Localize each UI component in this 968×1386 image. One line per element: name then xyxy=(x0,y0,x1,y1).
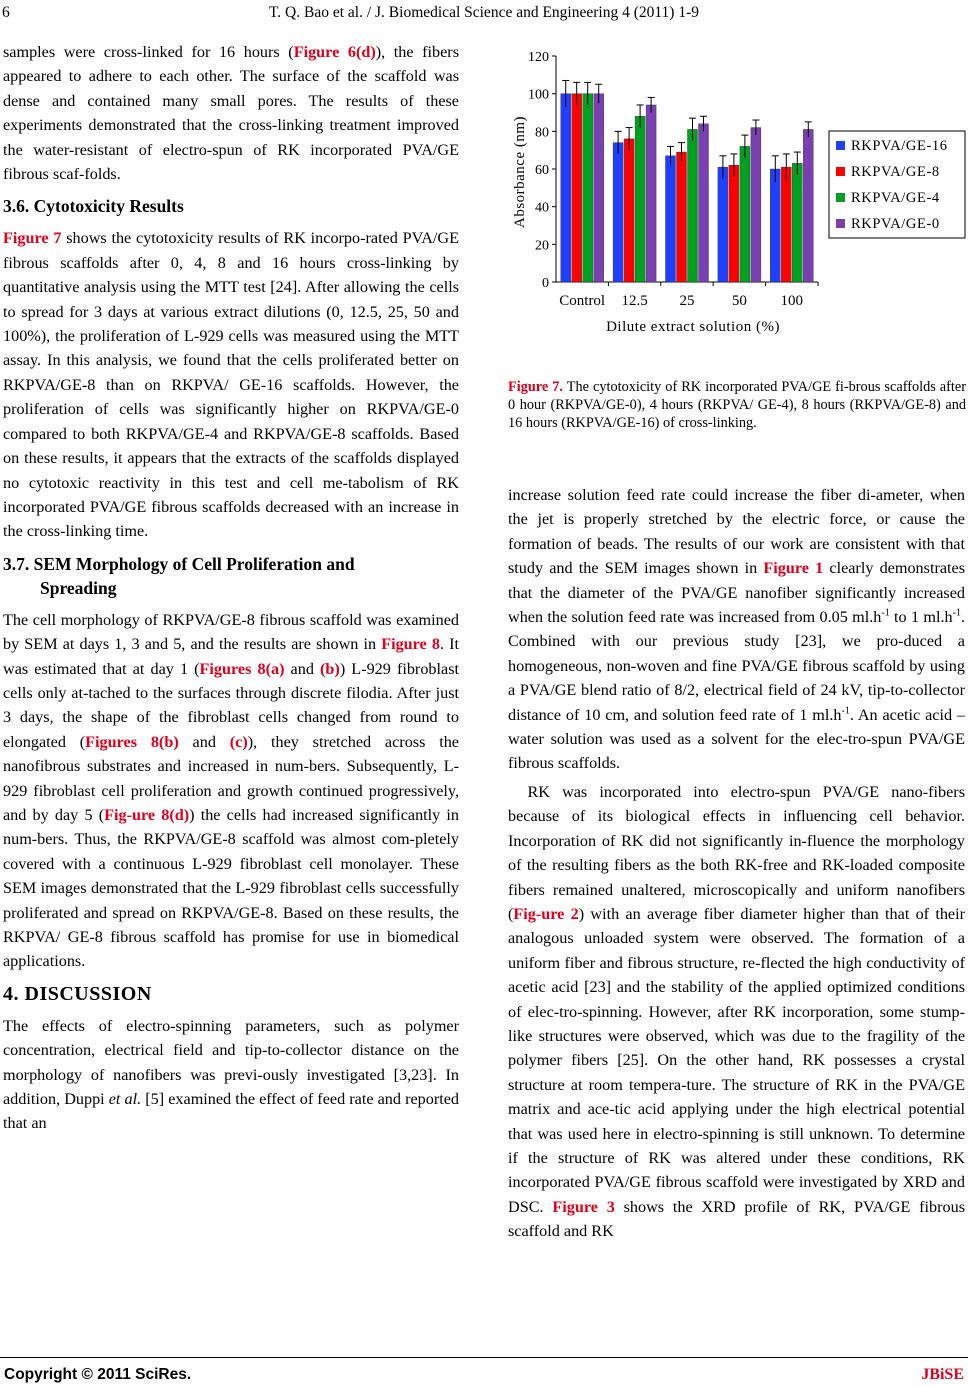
text: clearly demonstrates that the diameter of the PVA/GE nanofiber significantly increased when the solution feed rate was increased from 0.05 ml.h xyxy=(508,559,965,627)
text: The cell morphology of RKPVA/GE-8 fibrous scaffold was examined by SEM at days 1, 3 and 5, and the results are shown in xyxy=(3,610,459,654)
y-tick-label: 40 xyxy=(535,200,549,216)
text: shows the XRD profile of RK, PVA/GE fibrous scaffold and RK xyxy=(508,1197,965,1241)
bar-rkpva-ge-16-4 xyxy=(770,169,780,282)
legend-label: RKPVA/GE-8 xyxy=(851,164,940,180)
y-axis xyxy=(512,50,556,291)
figure-link[interactable]: Fig-ure 2 xyxy=(513,904,579,923)
y-tick-label: 0 xyxy=(542,276,549,291)
y-tick-label: 120 xyxy=(528,50,549,65)
heading-line: 3.7. SEM Morphology of Cell Proliferation and xyxy=(3,553,355,574)
page-footer xyxy=(0,1357,968,1384)
paragraph-cytotoxicity xyxy=(3,226,459,543)
paragraph-sem-morphology xyxy=(3,608,459,974)
figure-link[interactable]: (b) xyxy=(320,659,340,678)
figure-7-caption xyxy=(508,378,966,432)
section-heading-4: 4. DISCUSSION xyxy=(3,982,152,1005)
text: to 1 ml.h xyxy=(889,608,953,627)
y-tick-label: 80 xyxy=(535,125,549,141)
bar-rkpva-ge-8-3 xyxy=(729,165,739,282)
figure-link[interactable]: Figure 1 xyxy=(763,559,824,578)
figure-link[interactable]: Figure 7 xyxy=(3,229,62,248)
section-heading-3-7 xyxy=(3,552,459,600)
figure-link[interactable]: Figure 6(d) xyxy=(293,43,376,61)
paragraph-discussion xyxy=(3,1014,459,1136)
bar-rkpva-ge-8-2 xyxy=(677,152,687,282)
x-tick-label: 25 xyxy=(679,293,695,309)
legend xyxy=(829,131,965,238)
section-heading-3-6: 3.6. Cytotoxicity Results xyxy=(3,196,184,217)
x-tick-label: 12.5 xyxy=(621,293,648,309)
text: ) L-929 fibroblast cells only at-tached to the surfaces through discrete filodia. After just 3 days, the shape of the fibroblast cells changed from round to elongated ( xyxy=(3,659,459,751)
x-axis xyxy=(556,282,818,335)
copyright-notice: Copyright © 2011 SciRes. xyxy=(4,1366,192,1383)
text: and xyxy=(178,732,230,751)
y-tick-label: 100 xyxy=(528,87,549,103)
text: . An acetic acid –water solution was used as a solvent for the elec-tro-spun PVA/GE fibrous scaffolds. xyxy=(508,705,965,773)
text: shows the cytotoxicity results of RK incorpo-rated PVA/GE fibrous scaffolds after 0, 4, 8 and 16 hours cross-linking by quantitative analysis using the MTT test [24]. After allowing the cells to spread for 3 days at various extract dilutions (0, 12.5, 25, 50 and 100%), the proliferation of L-929 cells was measured using the MTT assay. In this analysis, we found that the cells proliferated better on RKPVA/GE-8 than on RKPVA/ GE-16 scaffolds. However, the proliferation of cells was significantly higher on RKPVA/GE-0 compared to both RKPVA/GE-4 and RKPVA/GE-8 scaffolds. Based on these results, it appears that the extracts of the scaffolds displayed no cytotoxic reactivity in this test and cell me-tabolism of RK incorporated PVA/GE fibrous scaffolds decreased with an increase in the cross-linking time. xyxy=(3,229,460,541)
text: ) the cells had increased significantly in num-bers. Thus, the RKPVA/GE-8 scaffold was almost com-pletely covered with a continuous L-929 fibroblast cell monolayer. These SEM images demonstrated that the L-929 fibroblast cells successfully proliferated and spread on RKPVA/GE-8. Based on these results, the RKPVA/ GE-8 fibrous scaffold has promise for use in biomedical applications. xyxy=(3,805,460,971)
y-tick-label: 20 xyxy=(535,238,549,254)
legend-swatch xyxy=(836,167,845,176)
running-title: T. Q. Bao et al. / J. Biomedical Science and Engineering 4 (2011) 1-9 xyxy=(268,4,699,21)
figure-link[interactable]: Fig-ure 8(d) xyxy=(104,805,190,824)
paragraph-scaffold-results xyxy=(3,40,459,186)
bar-rkpva-ge-8-4 xyxy=(781,167,791,282)
legend-swatch xyxy=(836,193,845,202)
text: and xyxy=(284,659,321,678)
text: . It was estimated that at day 1 ( xyxy=(3,635,460,678)
bar-rkpva-ge-0-4 xyxy=(803,129,813,282)
heading-line: Spreading xyxy=(40,577,117,598)
page-header xyxy=(0,4,968,26)
x-axis-label: Dilute extract solution (%) xyxy=(606,319,780,335)
x-tick-label: 100 xyxy=(780,293,804,309)
figure-link[interactable]: Figure 8 xyxy=(381,635,440,654)
bar-rkpva-ge-4-2 xyxy=(688,129,698,282)
text: The effects of electro-spinning parameters, such as polymer concentration, electrical field and tip-to-collector distance on the morphology of nanofibers was previ-ously investigated [3,23]. In addition, Duppi xyxy=(3,1016,459,1109)
figure-link[interactable]: Figures 8(a) xyxy=(199,659,285,678)
y-tick-label: 60 xyxy=(535,163,549,178)
legend-swatch xyxy=(836,141,845,150)
paragraph-rk-incorporation xyxy=(508,780,965,1244)
right-column xyxy=(508,483,965,1244)
page-number: 6 xyxy=(2,4,10,21)
bar-rkpva-ge-0-3 xyxy=(751,128,761,282)
text: . Combined with our previous study [23], we pro-duced a homogeneous, non-woven and fine PVA/GE fibrous scaffold by using a PVA/GE blend ratio of 8/2, electrical field of 24 kV, tip-to-collector distance of 10 cm, and solution feed rate of 1 ml.h xyxy=(508,608,965,724)
caption-label: Figure 7. xyxy=(508,379,563,395)
text: ) with an average fiber diameter higher than that of their analogous unloaded system were observed. The formation of a uniform fiber and fibrous structure, re-flected the high conductivity of acetic acid [23] and the stability of the applied optimized conditions of elec-tro-spinning. However, after RK incorporation, some stump-like structures were observed, which was due to the fragility of the polymer fibers [25]. On the other hand, RK possesses a crystal structure at room tempera-ture. The structure of RK in the PVA/GE matrix and ace-tic acid applying under the high electrical potential that was used here in electro-spinning is still unknown. To determine if the structure of RK was altered under these conditions, RK incorporated PVA/GE fibrous scaffold were investigated by XRD and DSC. xyxy=(508,904,966,1216)
text: RK was incorporated into electro-spun PVA/GE nano-fibers because of its biological effects in influencing cell behavior. Incorporation of RK did not significantly in-fluence the morphology of the resulting fibers as the both RK-free and RK-loaded composite fibers remained unaltered, microscopically and uniform nanofibers ( xyxy=(508,782,965,923)
figure-7-chart xyxy=(508,44,966,340)
legend-label: RKPVA/GE-16 xyxy=(851,138,948,154)
bar-rkpva-ge-16-1 xyxy=(613,143,623,282)
bar-rkpva-ge-4-0 xyxy=(583,94,593,282)
bar-rkpva-ge-0-0 xyxy=(594,94,604,282)
caption-text: The cytotoxicity of RK incorporated PVA/GE fi-brous scaffolds after 0 hour (RKPVA/GE-0), 4 hours (RKPVA/ GE-4), 8 hours (RKPVA/GE-8) and 16 hours (RKPVA/GE-16) of cross-linking. xyxy=(508,379,966,431)
superscript: -1 xyxy=(841,705,850,717)
figure-link[interactable]: Figures 8(b) xyxy=(85,732,179,751)
legend-swatch xyxy=(836,219,845,228)
bar-rkpva-ge-8-1 xyxy=(624,139,634,282)
journal-abbreviation: JBiSE xyxy=(921,1366,964,1383)
y-axis-label: Absorbance (nm) xyxy=(512,115,528,229)
legend-label: RKPVA/GE-4 xyxy=(851,190,940,206)
text: ), they stretched across the nanofibrous substrates and increased in num-bers. Subsequently, L-929 fibroblast cell proliferation and growth continued progressively, and by day 5 ( xyxy=(3,732,459,824)
x-tick-label: 50 xyxy=(731,293,747,309)
bars xyxy=(561,80,814,282)
superscript: -1 xyxy=(952,607,961,619)
bar-rkpva-ge-4-4 xyxy=(792,163,802,282)
bar-rkpva-ge-4-1 xyxy=(635,116,645,282)
left-column xyxy=(3,40,459,1136)
superscript: -1 xyxy=(881,607,890,619)
bar-rkpva-ge-0-2 xyxy=(699,124,709,282)
bar-rkpva-ge-4-3 xyxy=(740,146,750,282)
text: [5] examined the effect of feed rate and reported that an xyxy=(3,1090,459,1133)
paragraph-feed-rate xyxy=(508,483,965,776)
text: samples were cross-linked for 16 hours ( xyxy=(3,43,294,61)
text: increase solution feed rate could increase the fiber di-ameter, when the jet is properly stretched by the electric force, or cause the formation of beads. The results of our work are consistent with that study and the SEM images shown in xyxy=(508,486,965,578)
bar-rkpva-ge-16-3 xyxy=(718,167,728,282)
figure-link[interactable]: Figure 3 xyxy=(552,1197,615,1216)
text-italic: et al. xyxy=(108,1090,142,1109)
bar-rkpva-ge-0-1 xyxy=(646,105,656,282)
text: ), the fibers appeared to adhere to each other. The surface of the scaffold was dense and contained many small pores. The results of these experiments demonstrated that the cross-linking treatment improved the water-resistant of electro-spun of RK incorporated PVA/GE fibrous scaf-folds. xyxy=(3,43,459,184)
x-tick-label: Control xyxy=(559,293,606,309)
bar-rkpva-ge-8-0 xyxy=(572,94,582,282)
bar-rkpva-ge-16-2 xyxy=(666,156,676,282)
bar-rkpva-ge-16-0 xyxy=(561,94,571,282)
figure-link[interactable]: (c) xyxy=(229,732,248,751)
legend-label: RKPVA/GE-0 xyxy=(851,216,940,232)
